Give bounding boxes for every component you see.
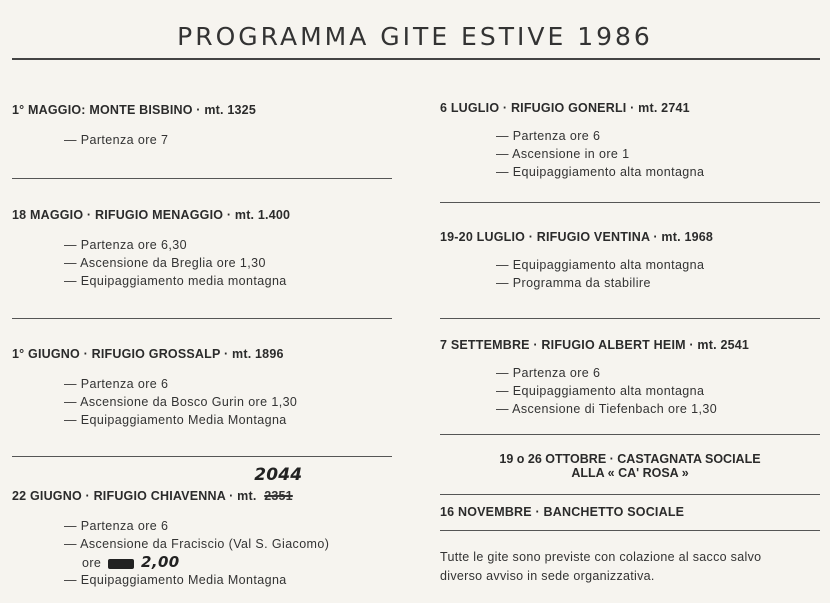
- handwritten-time: 2,00: [141, 553, 180, 571]
- page-title: PROGRAMMA GITE ESTIVE 1986: [177, 22, 653, 51]
- ink-blot: [108, 559, 134, 569]
- trip-rifugio-grossalp: [12, 347, 392, 429]
- divider: [12, 318, 392, 319]
- trip-heading-text: 22 GIUGNO · RIFUGIO CHIAVENNA · mt.: [12, 489, 257, 503]
- castagnata-line-2: ALLA « CA' ROSA »: [571, 466, 689, 480]
- trip-heading: 1° MAGGIO: MONTE BISBINO · mt. 1325: [12, 103, 256, 117]
- detail-item: — Ascensione da Breglia ore 1,30: [64, 256, 266, 270]
- trip-heading: 1° GIUGNO · RIFUGIO GROSSALP · mt. 1896: [12, 347, 284, 361]
- detail-item: — Partenza ore 6: [496, 129, 601, 143]
- trip-heading: 7 SETTEMBRE · RIFUGIO ALBERT HEIM · mt. 2541: [440, 338, 750, 352]
- banchetto-event: [440, 505, 820, 519]
- divider: [12, 456, 392, 457]
- trip-heading: 19-20 LUGLIO · RIFUGIO VENTINA · mt. 1968: [440, 230, 714, 244]
- divider: [440, 530, 820, 531]
- trip-monte-bisbino: [12, 103, 392, 149]
- trip-details: [440, 256, 820, 292]
- note-line-1: Tutte le gite sono previste con colazione al sacco salvo: [440, 550, 762, 564]
- banchetto-heading: 16 NOVEMBRE · BANCHETTO SOCIALE: [440, 505, 685, 519]
- detail-item: — Equipaggiamento alta montagna: [496, 384, 705, 398]
- note-line-2: diverso avviso in sede organizzativa.: [440, 569, 655, 583]
- trip-heading: 18 MAGGIO · RIFUGIO MENAGGIO · mt. 1.400: [12, 208, 291, 222]
- detail-item: — Programma da stabilire: [496, 276, 651, 290]
- trip-rifugio-ventina: [440, 230, 820, 292]
- trip-details: [440, 364, 820, 418]
- divider: [12, 178, 392, 179]
- detail-item: — Partenza ore 7: [64, 133, 169, 147]
- detail-item: — Equipaggiamento alta montagna: [496, 258, 705, 272]
- detail-item: — Equipaggiamento Media Montagna: [64, 413, 287, 427]
- trip-heading: [12, 465, 392, 503]
- general-note: [440, 548, 820, 586]
- trip-rifugio-chiavenna: [12, 465, 392, 589]
- trip-heading: 6 LUGLIO · RIFUGIO GONERLI · mt. 2741: [440, 101, 690, 115]
- detail-item: — Partenza ore 6: [64, 519, 169, 533]
- detail-item: — Partenza ore 6: [64, 377, 169, 391]
- trip-details: [12, 236, 392, 290]
- trip-rifugio-menaggio: [12, 208, 392, 290]
- detail-item: — Partenza ore 6,30: [64, 238, 187, 252]
- trip-details: [12, 131, 392, 149]
- detail-item: — Ascensione da Bosco Gurin ore 1,30: [64, 395, 298, 409]
- divider: [440, 494, 820, 495]
- detail-item: — Ascensione in ore 1: [496, 147, 630, 161]
- detail-item: — Equipaggiamento alta montagna: [496, 165, 705, 179]
- castagnata-line-1: 19 o 26 OTTOBRE · CASTAGNATA SOCIALE: [499, 452, 761, 466]
- divider: [440, 202, 820, 203]
- divider: [440, 318, 820, 319]
- title-divider: [12, 58, 820, 60]
- crossed-altitude: 2351: [264, 489, 293, 503]
- ore-prefix: ore: [82, 556, 102, 570]
- detail-item-ore: [64, 553, 392, 571]
- divider: [440, 434, 820, 435]
- trip-rifugio-albert-heim: [440, 338, 820, 418]
- trip-details: [440, 127, 820, 181]
- trip-details: [12, 375, 392, 429]
- detail-item: — Partenza ore 6: [496, 366, 601, 380]
- trip-details: [12, 517, 392, 589]
- detail-item: — Equipaggiamento media montagna: [64, 274, 287, 288]
- detail-item: — Equipaggiamento Media Montagna: [64, 573, 287, 587]
- trip-rifugio-gonerli: [440, 101, 820, 181]
- detail-item: — Ascensione da Fraciscio (Val S. Giacomo): [64, 537, 330, 551]
- castagnata-event: [440, 452, 820, 480]
- detail-item: — Ascensione di Tiefenbach ore 1,30: [496, 402, 718, 416]
- handwritten-altitude: 2044: [254, 465, 303, 485]
